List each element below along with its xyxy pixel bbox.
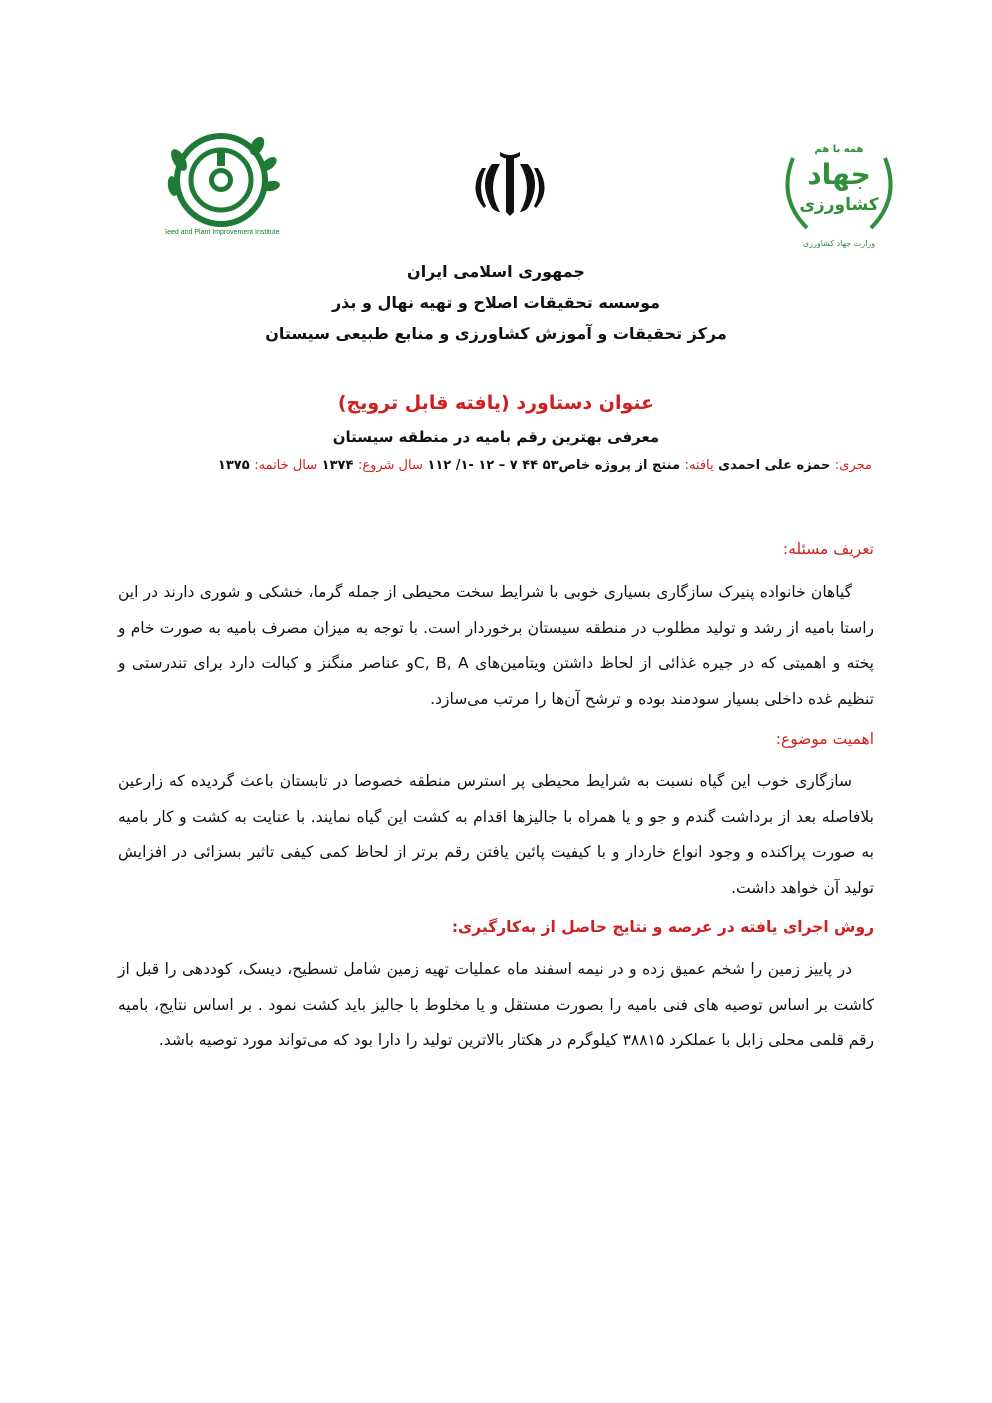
svg-text:همه با هم: همه با هم: [814, 144, 864, 155]
header-institute: موسسه تحقیقات اصلاح و تهیه نهال و بذر: [331, 293, 661, 312]
executor-label: مجری:: [834, 458, 872, 473]
section-problem-definition-title: تعریف مسئله:: [782, 540, 874, 558]
document-header: [0, 256, 992, 349]
end-year-label: سال خاتمه:: [254, 458, 318, 473]
start-year-value: ۱۳۷۴: [317, 458, 358, 473]
executor-value: حمزه علی احمدی: [713, 458, 835, 473]
section-method-results-title: روش اجرای یافته در عرصه و نتایج حاصل از به‌کارگیری:: [451, 918, 874, 936]
section-method-results-body: در پاییز زمین را شخم عمیق زده و در نیمه اسفند ماه عملیات تهیه زمین شامل تسطیح، دیسک، کوددهی را قبل از کاشت بر اساس توصیه های فنی بامیه را بصورت مستقل و یا مخلوط با جالیز باید کشت نمود . بر اساس نتایج، بامیه رقم قلمی محلی زابل با عملکرد ۳۸۸۱۵ کیلوگرم در هکتار بالاترین تولید را دارا بود که می‌تواند مورد توصیه باشد.: [118, 960, 874, 1049]
section-importance-body: سازگاری خوب این گیاه نسبت به شرایط محیطی پر استرس منطقه خصوصا در تابستان باعث گردیده که زارعین بلافاصله بعد از برداشت گندم و جو و یا همراه با جالیزها اقدام به کشت این گیاه نمایند. با عنایت به کشت و کار بامیه به صورت پراکنده و وجود انواع خاردار و با کیفیت پائین یافتن رقم برتر از لحاظ کمی کیفی تاثیر بسزائی در افزایش تولید آن خواهد داشت.: [118, 772, 874, 897]
svg-text:کشاورزی: کشاورزی: [799, 195, 879, 215]
iran-emblem-icon: [470, 148, 550, 218]
end-year-value: ۱۳۷۵: [217, 458, 255, 473]
jihad-agriculture-logo-icon: [775, 118, 903, 250]
header-country: جمهوری اسلامی ایران: [407, 262, 585, 281]
section-problem-definition-body: گیاهان خانواده پنیرک سازگاری بسیاری خوبی با شرایط سخت محیطی از جمله گرما، خشکی و شوری دارند در این راستا بامیه از رشد و تولید مطلوب در منطقه سیستان برخوردار است. با توجه به میزان مصرف بامیه به صورت خام و پخته و اهمیتی که در جیره غذائی از لحاظ داشتن ویتامین‌های C, B, Aو عناصر منگنز و کبالت دارد برای تندرستی و تنظیم غده داخلی بسیار سودمند بوده و ترشح آن‌ها را مرتب می‌سازد.: [118, 583, 874, 708]
finding-label: یافته:: [684, 458, 714, 473]
header-center: مرکز تحقیقات و آموزش کشاورزی و منابع طبیعی سیستان: [265, 324, 727, 343]
section-importance-title: اهمیت موضوع:: [775, 730, 874, 748]
svg-text:جهاد: جهاد: [807, 158, 871, 191]
document-subtitle: معرفی بهترین رقم بامیه در منطقه سیستان: [332, 428, 660, 446]
project-meta: [218, 458, 872, 473]
document-title: عنوان دستاورد (یافته قابل ترویج): [337, 392, 655, 414]
finding-value: منتج از پروژه خاص۵۳ ۴۴ ۷ – ۱۲ -۱/ ۱۱۲: [422, 458, 685, 473]
svg-text:وزارت جهاد کشاورزی: وزارت جهاد کشاورزی: [802, 239, 876, 248]
svg-text:Seed and Plant Improvement Ins: Seed and Plant Improvement Institute: [165, 229, 280, 236]
start-year-label: سال شروع:: [357, 458, 423, 473]
seed-plant-institute-logo-icon: [165, 128, 283, 238]
